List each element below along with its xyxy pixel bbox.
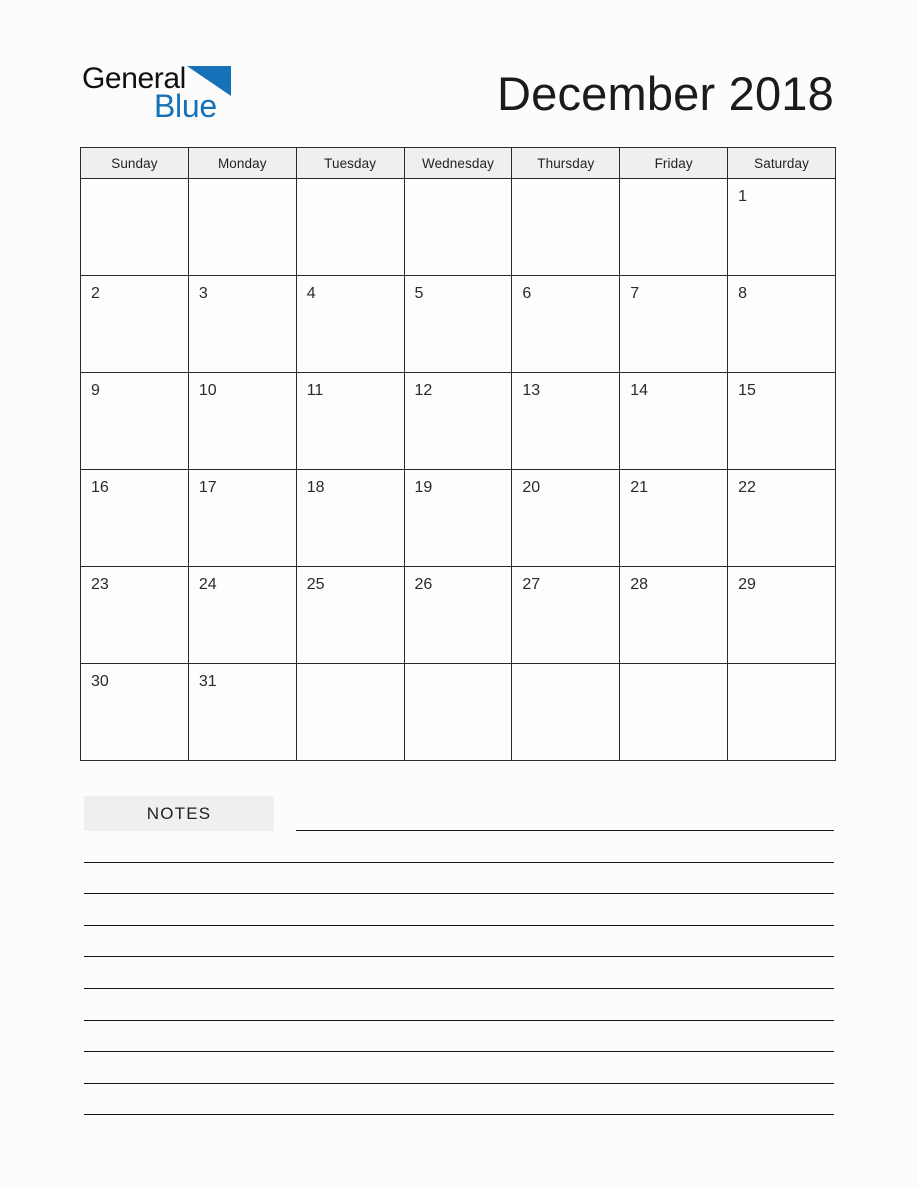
- calendar-week-row: [81, 373, 836, 470]
- logo-text-blue: Blue: [154, 88, 217, 124]
- calendar-day-cell[interactable]: [296, 567, 404, 664]
- calendar-day-cell[interactable]: [296, 470, 404, 567]
- calendar-day-cell[interactable]: [512, 276, 620, 373]
- calendar-day-cell[interactable]: [296, 179, 404, 276]
- calendar-day-cell[interactable]: [728, 373, 836, 470]
- calendar-day-cell[interactable]: [404, 470, 512, 567]
- day-number: 13: [522, 382, 541, 399]
- calendar-day-cell[interactable]: [296, 664, 404, 761]
- calendar-day-cell[interactable]: [81, 373, 189, 470]
- day-number: 20: [522, 479, 541, 496]
- day-number: 11: [306, 382, 324, 399]
- calendar-day-cell[interactable]: [296, 373, 404, 470]
- calendar-week-row: [81, 179, 836, 276]
- calendar-day-cell[interactable]: [512, 664, 620, 761]
- logo-text-general: General: [82, 62, 186, 95]
- day-number: 30: [91, 673, 109, 690]
- day-number: 27: [522, 576, 541, 593]
- calendar-day-cell[interactable]: [620, 664, 728, 761]
- day-number: 23: [91, 576, 109, 593]
- calendar-week-row: [81, 470, 836, 567]
- calendar-day-cell[interactable]: [404, 179, 512, 276]
- calendar-body: [81, 179, 836, 761]
- day-number: 8: [738, 285, 747, 302]
- weekday-header-saturday: Saturday: [728, 148, 836, 179]
- day-number: 29: [738, 576, 756, 593]
- calendar-day-cell[interactable]: [188, 470, 296, 567]
- notes-label-box: [84, 796, 274, 831]
- notes-rule-line[interactable]: [84, 956, 834, 957]
- notes-rule-line[interactable]: [84, 925, 834, 926]
- calendar-header-row: [81, 148, 836, 179]
- day-number: 5: [414, 285, 424, 302]
- calendar-grid: [80, 147, 836, 761]
- calendar-day-cell[interactable]: [620, 276, 728, 373]
- calendar-day-cell[interactable]: [620, 470, 728, 567]
- notes-rule-line[interactable]: [84, 988, 834, 989]
- weekday-header-tuesday: Tuesday: [296, 148, 404, 179]
- calendar-day-cell[interactable]: [728, 664, 836, 761]
- page-title: December 2018: [496, 67, 834, 120]
- calendar-day-cell[interactable]: [188, 664, 296, 761]
- day-number: 18: [306, 479, 325, 496]
- calendar-day-cell[interactable]: [512, 567, 620, 664]
- day-number: 15: [738, 382, 756, 399]
- calendar-day-cell[interactable]: [620, 373, 728, 470]
- calendar-day-cell[interactable]: [81, 470, 189, 567]
- day-number: 25: [306, 576, 325, 593]
- calendar-day-cell[interactable]: [404, 373, 512, 470]
- calendar-day-cell[interactable]: [512, 470, 620, 567]
- page-header: [0, 0, 918, 147]
- day-number: 1: [738, 188, 747, 205]
- day-number: 31: [198, 673, 217, 690]
- day-number: 21: [630, 479, 649, 496]
- notes-label: NOTES: [146, 803, 212, 823]
- weekday-header-thursday: Thursday: [512, 148, 620, 179]
- notes-rule-line[interactable]: [84, 1051, 834, 1052]
- day-number: 2: [91, 285, 100, 302]
- calendar-week-row: [81, 567, 836, 664]
- day-number: 6: [522, 285, 532, 302]
- calendar-day-cell[interactable]: [188, 373, 296, 470]
- weekday-header-wednesday: Wednesday: [404, 148, 512, 179]
- calendar-day-cell[interactable]: [81, 179, 189, 276]
- day-number: 26: [414, 576, 433, 593]
- notes-rule-line[interactable]: [296, 830, 834, 831]
- calendar-day-cell[interactable]: [404, 664, 512, 761]
- day-number: 10: [198, 382, 217, 399]
- calendar-day-cell[interactable]: [620, 567, 728, 664]
- calendar-day-cell[interactable]: [81, 567, 189, 664]
- calendar-day-cell[interactable]: [512, 373, 620, 470]
- weekday-header-sunday: Sunday: [81, 148, 189, 179]
- day-number: 24: [198, 576, 217, 593]
- calendar-day-cell[interactable]: [81, 664, 189, 761]
- day-number: 22: [738, 479, 756, 496]
- notes-rule-line[interactable]: [84, 1114, 834, 1115]
- day-number: 19: [414, 479, 433, 496]
- calendar-day-cell[interactable]: [728, 179, 836, 276]
- notes-rule-line[interactable]: [84, 893, 834, 894]
- general-blue-logo: [82, 62, 342, 130]
- day-number: 7: [630, 285, 640, 302]
- day-number: 3: [198, 285, 208, 302]
- day-number: 12: [414, 382, 433, 399]
- day-number: 4: [306, 285, 316, 302]
- notes-rule-line[interactable]: [84, 862, 834, 863]
- calendar-day-cell[interactable]: [728, 470, 836, 567]
- calendar-day-cell[interactable]: [404, 567, 512, 664]
- calendar-day-cell[interactable]: [81, 276, 189, 373]
- weekday-header-friday: Friday: [620, 148, 728, 179]
- calendar-day-cell[interactable]: [296, 276, 404, 373]
- day-number: 16: [91, 479, 109, 496]
- calendar-day-cell[interactable]: [188, 276, 296, 373]
- calendar-day-cell[interactable]: [620, 179, 728, 276]
- calendar-day-cell[interactable]: [404, 276, 512, 373]
- day-number: 14: [630, 382, 649, 399]
- calendar-day-cell[interactable]: [188, 567, 296, 664]
- day-number: 28: [630, 576, 649, 593]
- notes-rule-line[interactable]: [84, 1083, 834, 1084]
- calendar-week-row: [81, 664, 836, 761]
- calendar-day-cell[interactable]: [512, 179, 620, 276]
- calendar-day-cell[interactable]: [188, 179, 296, 276]
- notes-rule-line[interactable]: [84, 1020, 834, 1021]
- calendar-week-row: [81, 276, 836, 373]
- day-number: 17: [198, 479, 217, 496]
- day-number: 9: [91, 382, 100, 399]
- weekday-header-monday: Monday: [188, 148, 296, 179]
- notes-section: [84, 796, 834, 1126]
- weekday-header-row: [81, 148, 836, 179]
- calendar-day-cell[interactable]: [728, 567, 836, 664]
- calendar-day-cell[interactable]: [728, 276, 836, 373]
